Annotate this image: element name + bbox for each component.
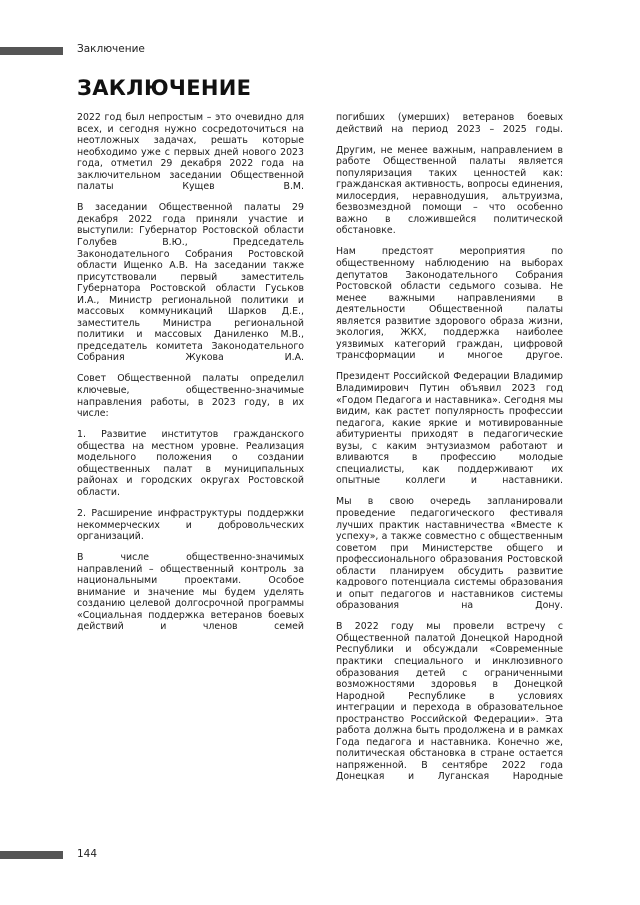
header-accent-bar — [0, 47, 63, 55]
paragraph: В числе общественно-значимых направлений – общественный контроль за национальными проектами. Особое внимание и значение мы будем уделять созданию целевой долгосрочной программы «Социальная поддержка ветеранов боевых действий и членов семей — [77, 552, 304, 633]
paragraph: Совет Общественной палаты определил ключевые, общественно-значимые направления работы, в 2023 году, в их числе: — [77, 373, 304, 420]
paragraph: 2. Расширение инфраструктуры поддержки некоммерческих и добровольческих организаций. — [77, 507, 304, 543]
paragraph: 1. Развитие институтов гражданского общества на местном уровне. Реализация модельного положения о создании общественных палат в муниципальных районах и городских округах Ростовской области. — [77, 429, 304, 498]
paragraph: Другим, не менее важным, направлением в работе Общественной палаты является популяризация таких ценностей как: гражданская активность, вопросы единения, милосердия, неравнодушия, альтруизма, безвозмездной помощи – что особенно важно в сложившейся политической обстановке. — [336, 144, 563, 237]
left-column — [77, 112, 304, 642]
right-column — [336, 112, 563, 793]
footer-accent-bar — [0, 851, 63, 859]
page-title: ЗАКЛЮЧЕНИЕ — [77, 76, 252, 100]
paragraph: В заседании Общественной палаты 29 декабря 2022 года приняли участие и выступили: Губернатор Ростовской области Голубев В.Ю., Председатель Законодательного Собрания Ростовской области Ищенко А.В. На заседании также присутствовали первый заместитель Губернатора Ростовской области Гуськов И.А., Министр региональной политики и массовых коммуникаций Шарков Д.Е., заместитель Министра региональной политики и массовых Даниленко М.В., председатель комитета Законодательного Собрания Жукова И.А. — [77, 202, 304, 364]
page-number: 144 — [77, 848, 98, 860]
paragraph: В 2022 году мы провели встречу с Общественной палатой Донецкой Народной Республики и обсуждали «Современные практики специального и инклюзивного образования детей с ограниченными возможностями здоровья в Донецкой Народной Республике в условиях интеграции и перехода в образовательное пространство Российской Федерации». Эта работа должна быть продолжена и в рамках Года педагога и наставника. Конечно же, политическая обстановка в стране остается напряженной. В сентябре 2022 года Донецкая и Луганская Народные — [336, 621, 563, 783]
paragraph: Мы в свою очередь запланировали проведение педагогического фестиваля лучших практик наставничества «Вместе к успеху», а также совместно с общественным советом при Министерстве общего и профессионального образования Ростовской области планируем обсудить развитие кадрового потенциала системы образования и опыт педагогов и наставников системы образования на Дону. — [336, 496, 563, 612]
running-header: Заключение — [77, 43, 145, 55]
paragraph: Нам предстоят мероприятия по общественному наблюдению на выборах депутатов Законодательного Собрания Ростовской области седьмого созыва. Не менее важными направлениями в деятельности Общественной палаты является развитие здорового образа жизни, экология, ЖКХ, поддержка наиболее уязвимых категорий граждан, цифровой трансформации и многое другое. — [336, 246, 563, 362]
paragraph: погибших (умерших) ветеранов боевых действий на период 2023 – 2025 годы. — [336, 112, 563, 135]
paragraph: Президент Российской Федерации Владимир Владимирович Путин объявил 2023 год «Годом Педагога и наставника». Сегодня мы видим, как растет популярность профессии педагога, какие яркие и мотивированные абитуриенты приходят в педагогические вузы, с каким энтузиазмом работают и вливаются в профессию молодые специалисты, как поддерживают их опытные коллеги и наставники. — [336, 371, 563, 487]
paragraph: 2022 год был непростым – это очевидно для всех, и сегодня нужно сосредоточиться на неотложных задачах, решать которые необходимо уже с первых дней нового 2023 года, отметил 29 декабря 2022 года на заключительном заседании Общественной палаты Кущев В.М. — [77, 112, 304, 193]
